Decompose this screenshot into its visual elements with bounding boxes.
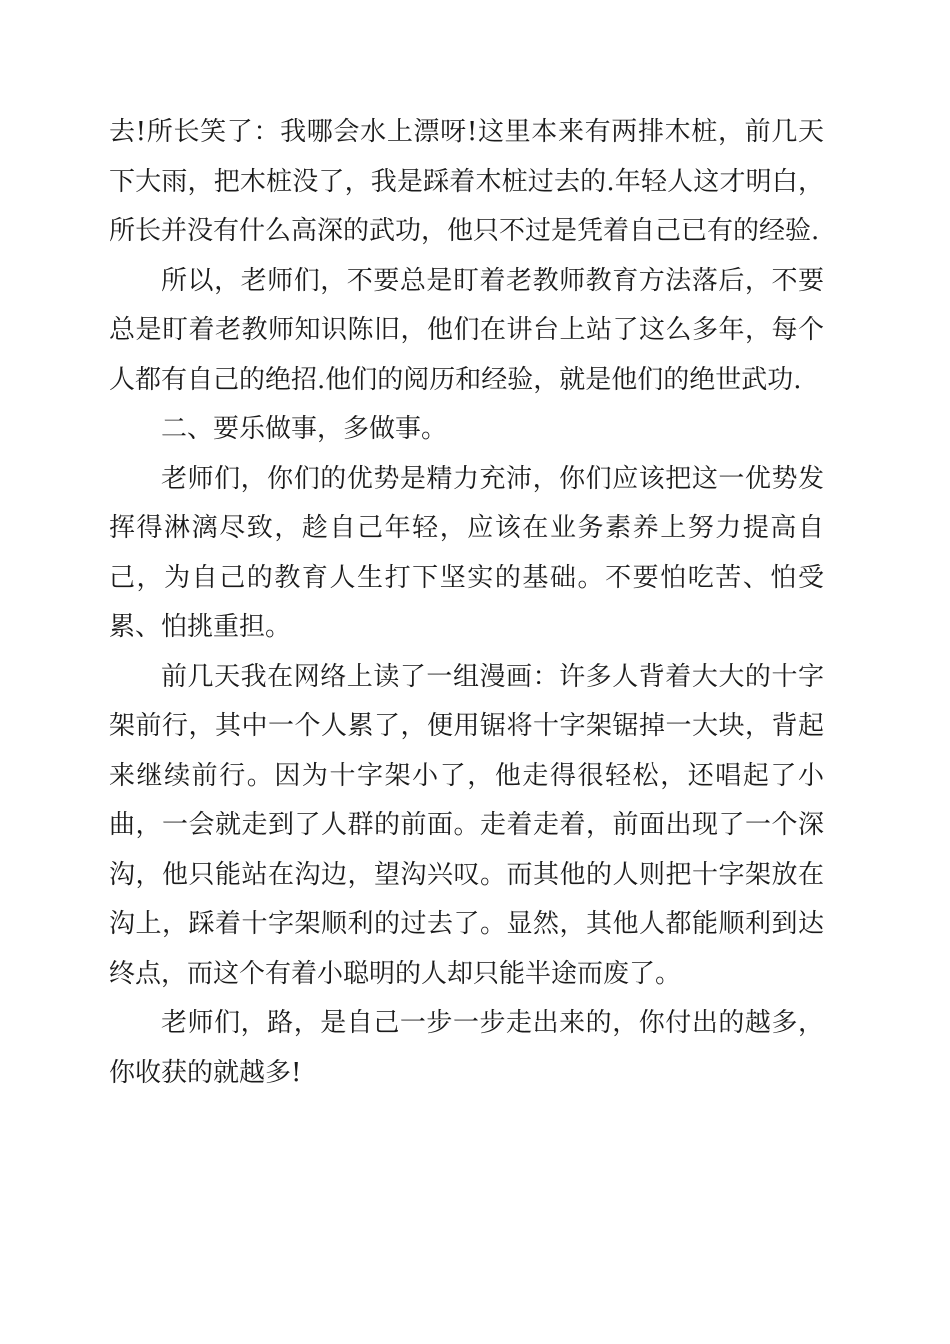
section-heading: 二、要乐做事，多做事。	[161, 414, 448, 444]
paragraph-5: 老师们，路，是自己一步一步走出来的，你付出的越多，你收获的就越多!	[109, 1008, 824, 1088]
paragraph-3: 老师们，你们的优势是精力充沛，你们应该把这一优势发挥得淋漓尽致，趁自己年轻，应该在业务素养上努力提高自己，为自己的教育人生打下坚实的基础。不要怕吃苦、怕受累、怕挑重担。	[109, 463, 824, 642]
paragraph-2: 所以，老师们，不要总是盯着老教师教育方法落后，不要总是盯着老教师知识陈旧，他们在讲台上站了这么多年，每个人都有自己的绝招.他们的阅历和经验，就是他们的绝世武功.	[109, 265, 824, 395]
paragraph-1: 去!所长笑了：我哪会水上漂呀!这里本来有两排木桩，前几天下大雨，把木桩没了，我是踩着木桩过去的.年轻人这才明白，所长并没有什么高深的武功，他只不过是凭着自己已有的经验.	[109, 117, 824, 246]
document-body	[109, 108, 824, 1098]
paragraph-4: 前几天我在网络上读了一组漫画：许多人背着大大的十字架前行，其中一个人累了，便用锯将十字架锯掉一大块，背起来继续前行。因为十字架小了，他走得很轻松，还唱起了小曲，一会就走到了人群的前面。走着走着，前面出现了一个深沟，他只能站在沟边，望沟兴叹。而其他的人则把十字架放在沟上，踩着十字架顺利的过去了。显然，其他人都能顺利到达终点，而这个有着小聪明的人却只能半途而废了。	[109, 661, 824, 989]
